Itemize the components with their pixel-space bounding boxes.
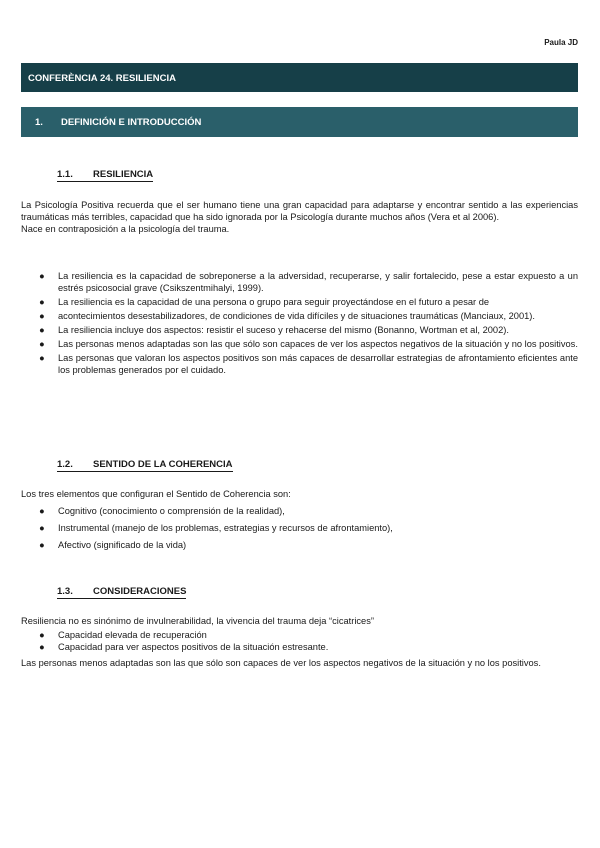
subsection-heading-coherencia <box>57 459 233 472</box>
list-item: ● Capacidad elevada de recuperación <box>39 630 207 640</box>
section-heading-banner <box>21 107 578 137</box>
subsection-heading-resiliencia <box>57 169 153 182</box>
bullet-icon: ● <box>39 297 45 307</box>
subsection-number: 1.3. <box>57 586 73 597</box>
bullet-icon: ● <box>39 642 45 652</box>
bullet-icon: ● <box>39 540 45 550</box>
intro-paragraph <box>21 199 578 235</box>
resilience-bullet-list <box>21 270 578 378</box>
bullet-icon: ● <box>39 325 45 335</box>
author-name: Paula JD <box>544 38 578 47</box>
list-item: ● Afectivo (significado de la vida) <box>39 540 187 550</box>
closing-paragraph: Las personas menos adaptadas son las que sólo son capaces de ver los aspectos negativos de la situación y no los positivos. <box>21 658 541 668</box>
list-item: ● acontecimientos desestabilizadores, de condiciones de vida difíciles y de situaciones traumáticas (Manciaux, 2001). <box>39 311 535 321</box>
bullet-icon: ● <box>39 271 45 281</box>
subsection-number: 1.1. <box>57 169 73 180</box>
subsection-title: RESILIENCIA <box>93 169 154 180</box>
subsection-heading-consideraciones <box>57 586 186 599</box>
list-item: ● Capacidad para ver aspectos positivos de la situación estresante. <box>39 642 329 652</box>
list-item: ● La resiliencia es la capacidad de sobreponerse a la adversidad, recuperarse, y salir fortalecido, pese a estar expuesto a un estrés psicosocial grave (Csikszentmihalyi, 1999). <box>39 271 578 293</box>
section-number: 1. <box>35 117 43 128</box>
conference-title-banner: CONFERÈNCIA 24. RESILIENCIA <box>21 63 578 92</box>
bullet-icon: ● <box>39 506 45 516</box>
coherence-intro: Los tres elementos que configuran el Sentido de Coherencia son: <box>21 489 291 499</box>
subsection-number: 1.2. <box>57 459 73 470</box>
bullet-icon: ● <box>39 339 45 349</box>
considerations-bullet-list <box>21 629 578 653</box>
subsection-title: CONSIDERACIONES <box>93 586 187 597</box>
bullet-icon: ● <box>39 311 45 321</box>
subsection-title: SENTIDO DE LA COHERENCIA <box>93 459 233 470</box>
list-item: ● La resiliencia es la capacidad de una persona o grupo para seguir proyectándose en el futuro a pesar de <box>39 297 490 307</box>
list-item: ● Las personas menos adaptadas son las que sólo son capaces de ver los aspectos negativos de la situación y no los positivos. <box>39 339 578 349</box>
bullet-icon: ● <box>39 630 45 640</box>
section-title: DEFINICIÓN E INTRODUCCIÓN <box>61 117 202 128</box>
intro-text: La Psicología Positiva recuerda que el ser humano tiene una gran capacidad para adaptarse y encontrar sentido a las experiencias traumáticas más terribles, capacidad que ha sido ignorada por la Psicología durante muchos años (Vera et al 2006). <box>21 200 578 222</box>
intro-text-2: Nace en contraposición a la psicología del trauma. <box>21 224 230 234</box>
bullet-icon: ● <box>39 353 45 363</box>
list-item: ● Cognitivo (conocimiento o comprensión de la realidad), <box>39 506 285 516</box>
coherence-bullet-list <box>21 505 578 556</box>
list-item: ● Instrumental (manejo de los problemas, estrategias y recursos de afrontamiento), <box>39 523 393 533</box>
list-item: ● Las personas que valoran los aspectos positivos son más capaces de desarrollar estrategias de afrontamiento eficientes ante los problemas generados por el cuidado. <box>39 353 578 375</box>
bullet-icon: ● <box>39 523 45 533</box>
considerations-intro: Resiliencia no es sinónimo de invulnerabilidad, la vivencia del trauma deja “cicatrices” <box>21 616 374 626</box>
list-item: ● La resiliencia incluye dos aspectos: resistir el suceso y rehacerse del mismo (Bonanno, Wortman et al, 2002). <box>39 325 509 335</box>
